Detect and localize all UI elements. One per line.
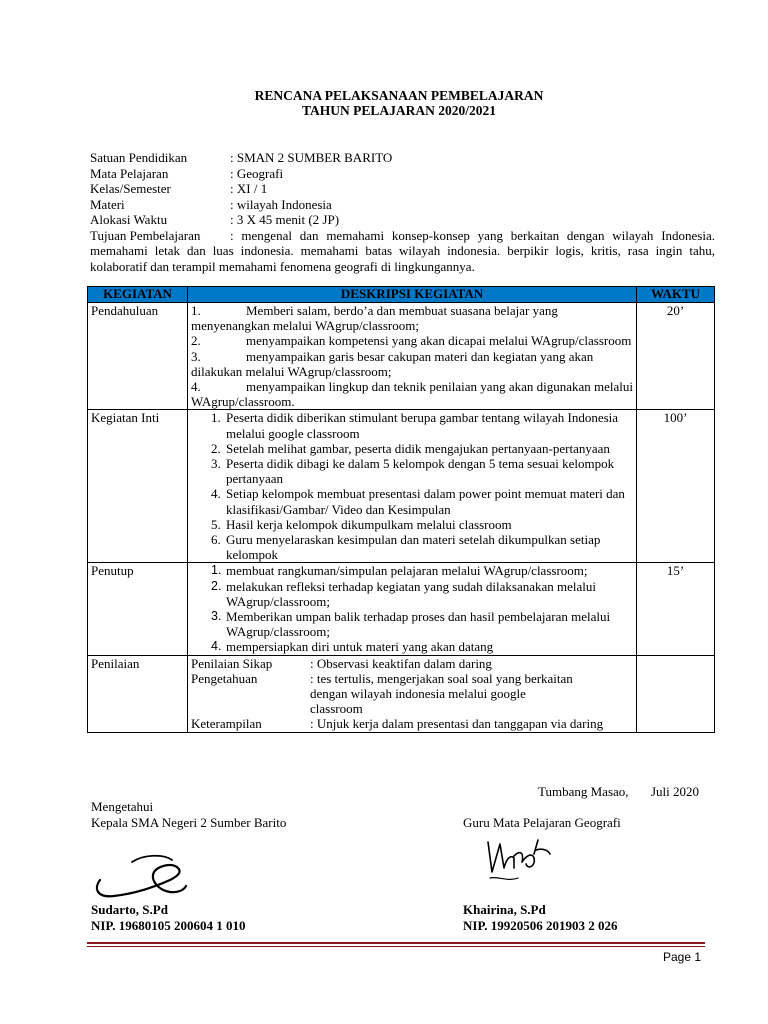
teacher-role: Guru Mata Pelajaran Geografi [463,815,621,830]
list-item: 6. Guru menyelaraskan kesimpulan dan materi setelah dikumpulkan setiap kelompok [211,532,601,563]
table-row-penutup [88,563,715,655]
list-item: 3. menyampaikan garis besar cakupan materi dan kegiatan yang akan dilakukan melalui WAgrup/classroom; [191,348,594,379]
identity-label: Alokasi Waktu [90,212,168,227]
deskripsi-cell [188,303,637,410]
header-deskripsi: DESKRIPSI KEGIATAN [188,287,637,303]
waktu-cell [637,655,715,732]
list-item: 4. mempersiapkan diri untuk materi yang akan datang [211,639,494,655]
identity-label: Materi [90,196,125,212]
principal-role: Kepala SMA Negeri 2 Sumber Barito [91,815,287,830]
month-year: Juli 2020 [651,784,700,799]
table-header-row [88,287,715,303]
table-row-inti [88,410,715,563]
kegiatan-cell: Kegiatan Inti [88,410,188,563]
list-item: 4. Setiap kelompok membuat presentasi dalam power point memuat materi dan klasifikasi/Gambar/ Video dan Kesimpulan [211,486,625,517]
objectives-text: : mengenal dan memahami konsep-konsep yang berkaitan dengan wilayah Indonesia. memahami letak dan luas indonesia. memahami batas wilayah indonesia. berpikir logis, kritis, rasa ingin tahu, kolaboratif dan terampil memahami fenomena geografi di lingkungannya. [90,227,715,274]
identity-row [90,166,715,182]
assessment-row: Keterampilan : Unjuk kerja dalam presentasi dan tanggapan via daring [191,716,604,732]
list-item: 2. menyampaikan kompetensi yang akan dicapai melalui WAgrup/classroom [191,333,632,349]
page-number: Page 1 [663,950,702,964]
list-item: 1. Memberi salam, berdo’a dan membuat suasana belajar yang menyenangkan melalui WAgrup/classroom; [191,303,558,334]
waktu-cell: 20’ [637,303,715,410]
assessment-row: Pengetahuan : tes tertulis, mengerjakan soal soal yang berkaitan dengan wilayah indonesia melalui google classroom [191,670,573,717]
footer-divider [87,942,705,944]
table-row-pendahuluan [88,303,715,410]
kegiatan-cell: Penilaian [88,655,188,732]
list-item: 2. melakukan refleksi terhadap kegiatan yang sudah dilaksanakan melalui WAgrup/classroom; [211,578,596,609]
teacher-name: Khairina, S.Pd [463,902,546,917]
deskripsi-cell [188,410,637,563]
principal-nip: NIP. 19680105 200604 1 010 [91,918,246,933]
objectives-label: Tujuan Pembelajaran [90,227,201,243]
list-item: 1. membuat rangkuman/simpulan pelajaran melalui WAgrup/classroom; [211,563,588,579]
deskripsi-cell [188,563,637,655]
identity-value: : 3 X 45 menit (2 JP) [230,212,340,227]
principal-signature-image [92,850,192,902]
identity-block [90,150,715,274]
principal-name: Sudarto, S.Pd [91,902,168,917]
waktu-cell: 100’ [637,410,715,563]
header-waktu: WAKTU [637,287,715,303]
header-kegiatan: KEGIATAN [88,287,188,303]
table-row-penilaian [88,655,715,732]
document-subtitle: TAHUN PELAJARAN 2020/2021 [301,103,496,118]
activity-table [87,286,715,733]
kegiatan-cell: Penutup [88,563,188,655]
list-item: 2. Setelah melihat gambar, peserta didik mengajukan pertanyaan-pertanyaan [211,440,610,456]
identity-label: Satuan Pendidikan [90,150,188,165]
kegiatan-cell: Pendahuluan [88,303,188,410]
learning-objectives [90,228,715,275]
identity-row [90,150,715,166]
assessment-row: Penilaian Sikap : Observasi keaktifan dalam daring [191,655,492,671]
deskripsi-cell [188,655,637,732]
list-item: 3. Memberikan umpan balik terhadap proses dan hasil pembelajaran melalui WAgrup/classroom; [211,609,611,640]
identity-row [90,197,715,213]
list-item: 4. menyampaikan lingkup dan teknik penilaian yang akan digunakan melalui WAgrup/classroom. [191,379,633,410]
document-title: RENCANA PELAKSANAAN PEMBELAJARAN [254,88,544,103]
teacher-nip: NIP. 19920506 201903 2 026 [463,918,618,933]
identity-value: : wilayah Indonesia [230,196,332,212]
identity-row [90,181,715,197]
teacher-signature-image [478,832,558,888]
identity-value: : Geografi [230,165,284,181]
place-date: Tumbang Masao, [538,784,629,799]
identity-value: : SMAN 2 SUMBER BARITO [230,150,393,165]
footer-divider [87,946,705,947]
mengetahui-label: Mengetahui [91,799,154,814]
list-item: 1. Peserta didik diberikan stimulant berupa gambar tentang wilayah Indonesia melalui google classroom [211,410,619,441]
waktu-cell: 15’ [637,563,715,655]
identity-label: Kelas/Semester [90,181,171,196]
identity-value: : XI / 1 [230,181,268,196]
list-item: 3. Peserta didik dibagi ke dalam 5 kelompok dengan 5 tema sesuai kelompok pertanyaan [211,456,615,487]
identity-label: Mata Pelajaran [90,165,169,181]
identity-row [90,212,715,228]
list-item: 5. Hasil kerja kelompok dikumpulkam melalui classroom [211,516,512,532]
